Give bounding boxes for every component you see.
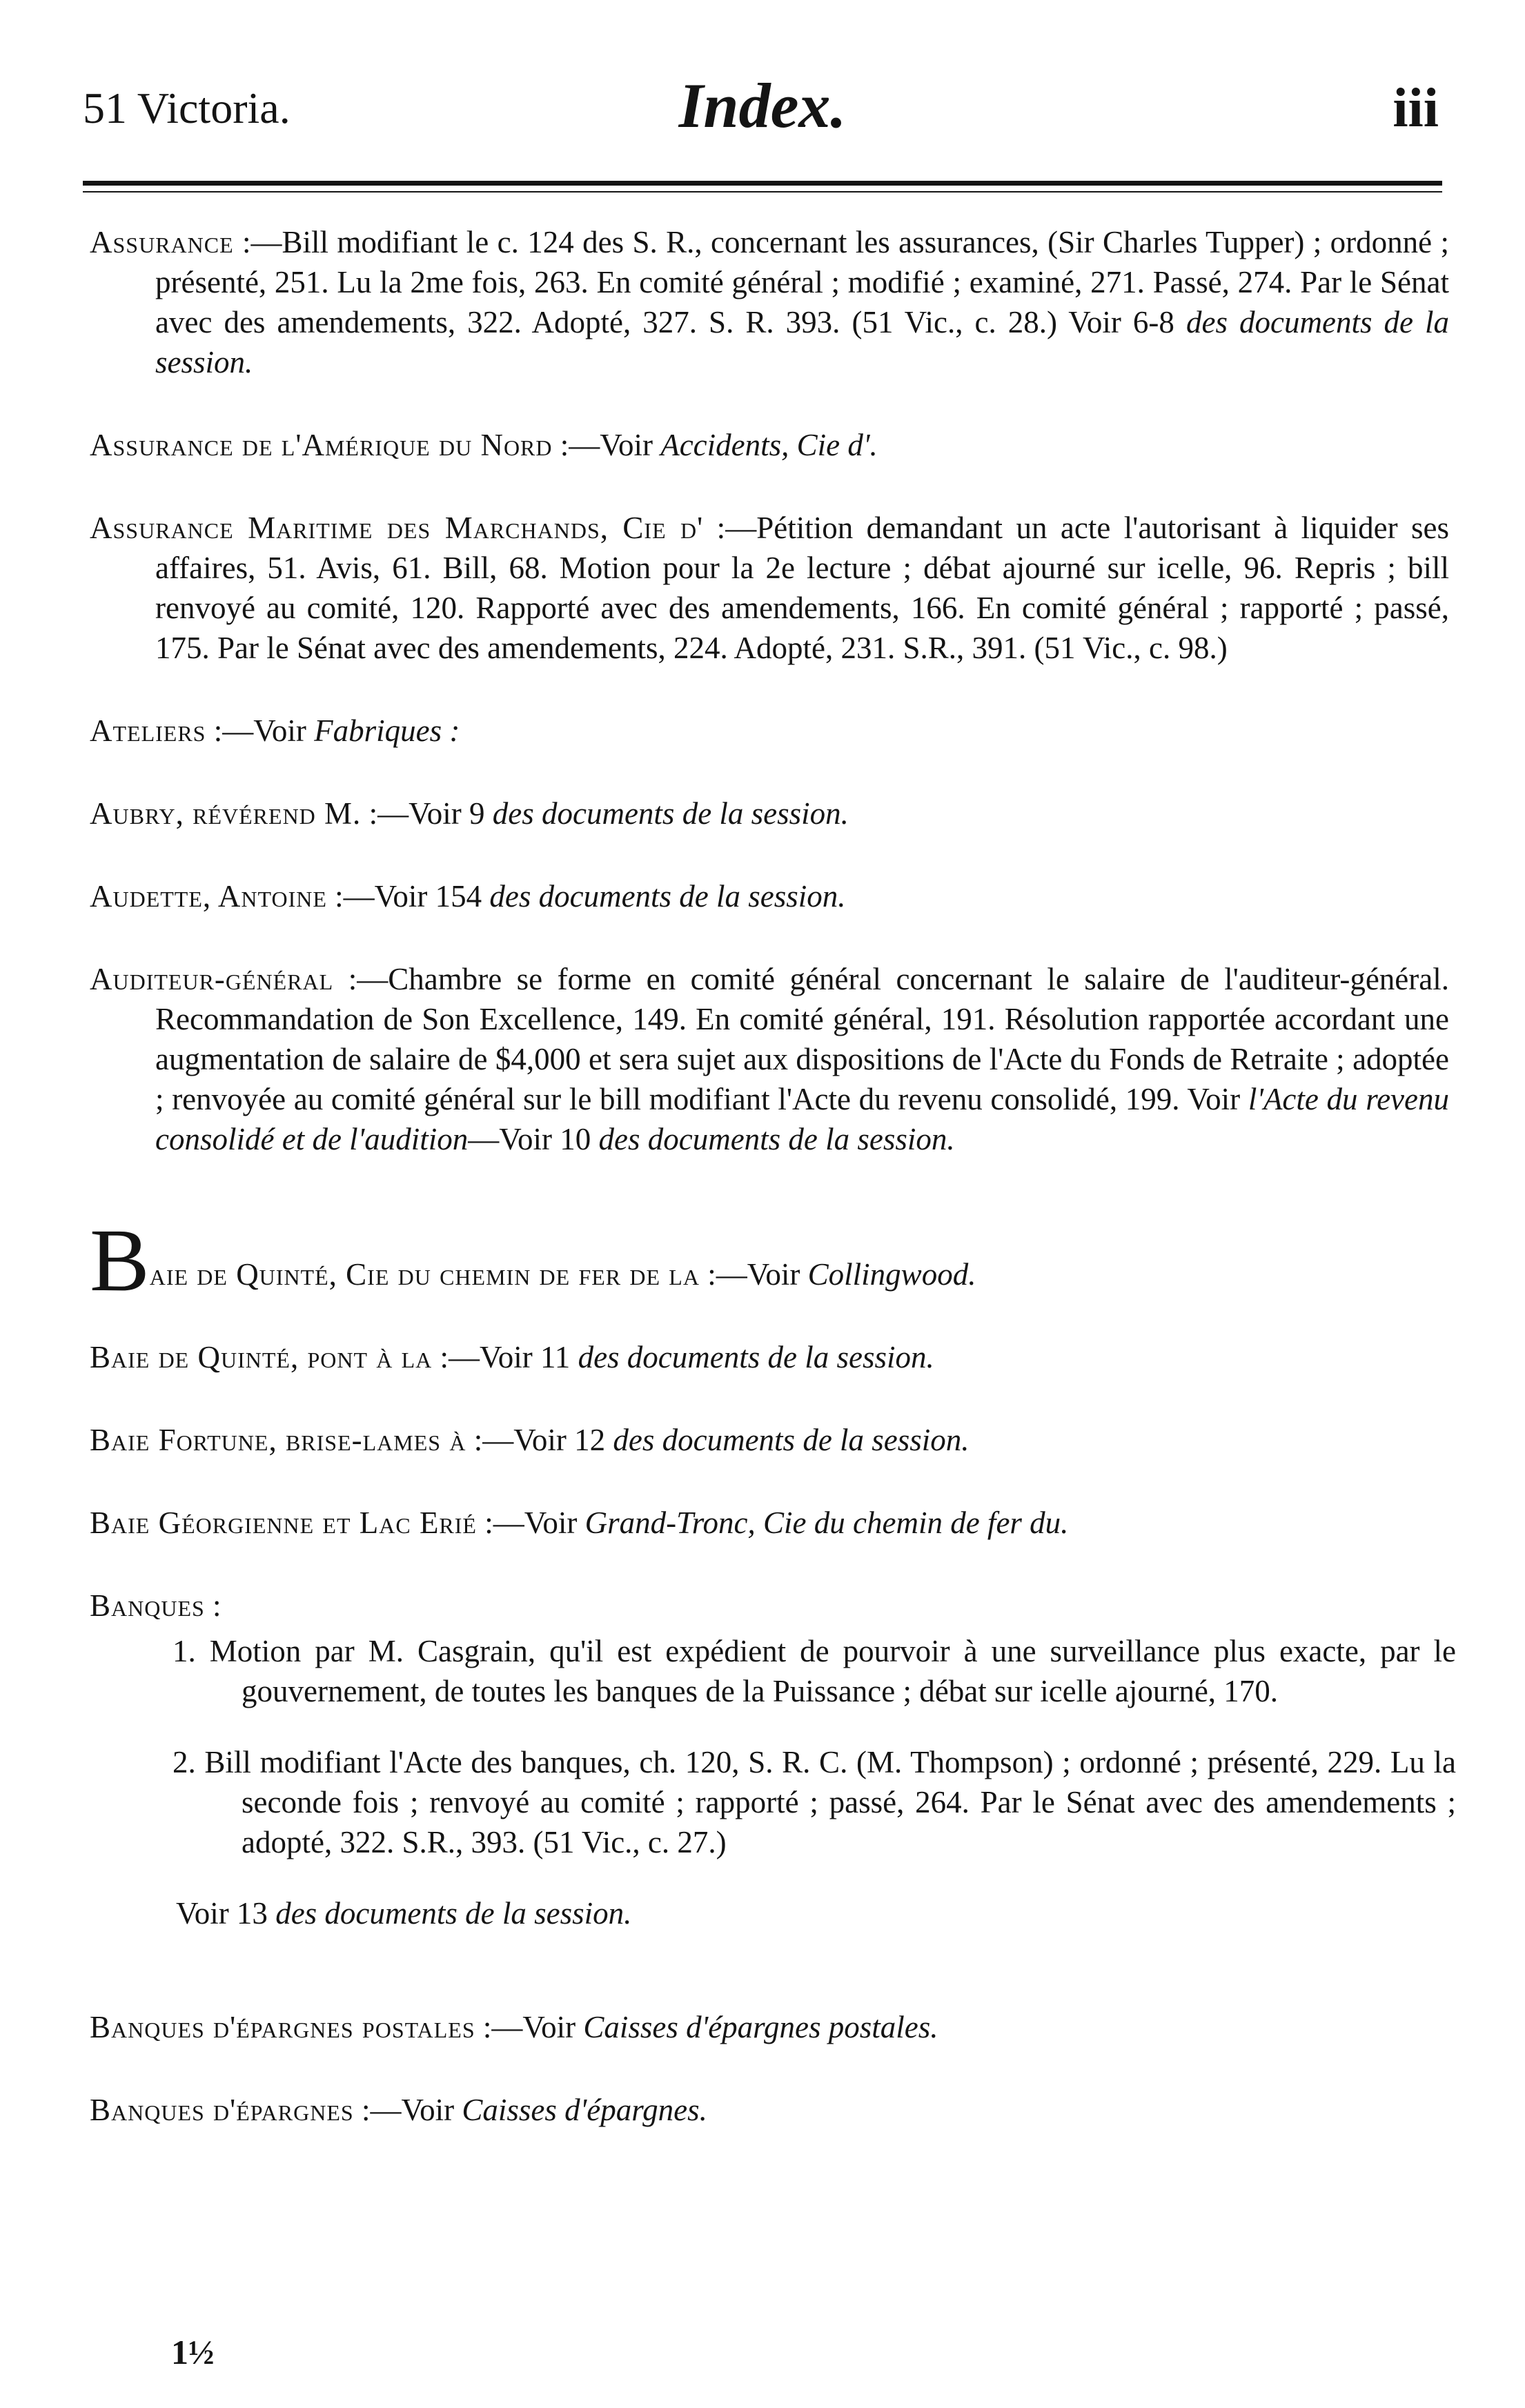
entry-head: aie de Quinté, Cie du chemin de fer de la [149, 1257, 700, 1292]
index-entry-banques-epargnes-postales [0, 2007, 1525, 2047]
entry-italic-2: des documents de la session. [598, 1122, 955, 1156]
index-entry-assurance-amerique [0, 425, 1525, 465]
entry-text: :—Pétition demandant un acte l'autorisant à liquider ses affaires, 51. Avis, 61. Bill, 68. Motion pour la 2e lecture ; débat ajourné sur icelle, 96. Repris ; bill renvoyé au comité, 120. Rapporté avec des amendements, 166. En comité général ; rapporté ; passé, 175. Par le Sénat avec des amendements, 224. Adopté, 231. S.R., 391. (51 Vic., c. 98.) [155, 511, 1449, 665]
voir-italic: des documents de la session. [275, 1896, 632, 1931]
entry-head: Baie de Quinté, pont à la [90, 1340, 433, 1374]
header-rule-thick [83, 181, 1442, 186]
signature-mark: 1½ [171, 2333, 215, 2371]
list-item-text: Motion par M. Casgrain, qu'il est expédient de pourvoir à une surveillance plus exacte, par le gouvernement, de toutes les banques de la Puissance ; débat sur icelle ajourné, 170. [209, 1634, 1457, 1708]
header-page-number: iii [1393, 78, 1439, 139]
entry-text: :—Voir 154 [326, 879, 490, 914]
entry-text: :—Voir [552, 428, 661, 462]
entry-text: :—Chambre se forme en comité général concernant le salaire de l'auditeur-général. Recommandation de Son Excellence, 149. En comité général, 191. Résolution rapportée accordant une augmentation de salaire de $4,000 et sera sujet aux dispositions de l'Acte du Fonds de Retraite ; adoptée ; renvoyée au comité général sur le bill modifiant l'Acte du revenu consolidé, 199. Voir [155, 962, 1449, 1116]
entry-text: : [204, 1588, 222, 1623]
entry-italic: Fabriques : [314, 713, 460, 748]
entry-text: :—Voir [476, 1506, 585, 1540]
entry-text: :—Voir [206, 713, 315, 748]
entry-italic: des documents de la session. [613, 1423, 970, 1457]
entry-text: :—Voir [353, 2093, 462, 2127]
entry-head: Assurance Maritime des Marchands, Cie d' [90, 511, 704, 545]
list-item-number: 1. [173, 1634, 196, 1668]
entry-head: Assurance [90, 225, 234, 259]
index-entry-baie-fortune [0, 1420, 1525, 1460]
entry-text: :—Voir [699, 1257, 808, 1292]
index-entry-baie-de-quinte-cie [0, 1211, 1525, 1310]
entry-head: Aubry, révérend M. [90, 796, 362, 831]
entry-text: :—Bill modifiant le c. 124 des S. R., concernant les assurances, (Sir Charles Tupper) ; ordonné ; présenté, 251. Lu la 2me fois, 263. En comité général ; modifié ; examiné, 271. Passé, 274. Par le Sénat avec des amendements, 322. Adopté, 327. S. R. 393. (51 Vic., c. 28.) Voir 6-8 [155, 225, 1449, 339]
index-entry-ateliers [0, 711, 1525, 751]
list-item-text: Bill modifiant l'Acte des banques, ch. 120, S. R. C. (M. Thompson) ; ordonné ; présenté, 229. Lu la seconde fois ; renvoyé au comité ; rapporté ; passé, 264. Par le Sénat avec des amendements ; adopté, 322. S.R., 393. (51 Vic., c. 27.) [204, 1745, 1456, 1859]
header-volume: 51 Victoria. [83, 83, 291, 132]
index-entry-auditeur-general [0, 959, 1525, 1159]
entry-italic: Grand-Tronc, Cie du chemin de fer du. [584, 1506, 1069, 1540]
index-body [0, 222, 1525, 2130]
index-entry-baie-georgienne [0, 1503, 1525, 1543]
entry-head: Assurance de l'Amérique du Nord [90, 428, 553, 462]
index-entry-assurance-maritime [0, 508, 1525, 668]
entry-italic: des documents de la session. [578, 1340, 934, 1374]
entry-text: :—Voir 11 [432, 1340, 578, 1374]
index-entry-baie-de-quinte-pont [0, 1337, 1525, 1377]
entry-head: Baie Fortune, brise-lames à [90, 1423, 466, 1457]
entry-head: Banques d'épargnes [90, 2093, 354, 2127]
index-entry-audette [0, 876, 1525, 916]
drop-letter-b: B [90, 1211, 150, 1310]
entry-text-2: —Voir 10 [468, 1122, 599, 1156]
running-header [0, 62, 1525, 145]
voir-text: Voir 13 [176, 1896, 276, 1931]
entry-head: Banques [90, 1588, 205, 1623]
index-entry-banques-epargnes [0, 2090, 1525, 2130]
entry-head: Banques d'épargnes postales [90, 2010, 475, 2044]
entry-italic: des documents de la session. [489, 879, 846, 914]
header-rule-thin [83, 191, 1442, 193]
list-item [0, 1742, 1525, 1862]
entry-italic: Accidents, Cie d'. [660, 428, 878, 462]
entry-italic: Caisses d'épargnes postales. [583, 2010, 938, 2044]
list-item-number: 2. [173, 1745, 196, 1779]
banques-voir-note [0, 1893, 1525, 1933]
entry-italic: Collingwood. [807, 1257, 976, 1292]
entry-italic: des documents de la session. [492, 796, 849, 831]
entry-text: :—Voir 12 [466, 1423, 613, 1457]
index-entry-banques [0, 1586, 1525, 1626]
entry-head: Ateliers [90, 713, 206, 748]
index-entry-aubry [0, 793, 1525, 833]
entry-text: :—Voir [475, 2010, 584, 2044]
entry-italic: l'Acte du revenu consolidé et de l'audition [155, 1082, 1450, 1156]
entry-head: Audette, Antoine [90, 879, 327, 914]
list-item [0, 1631, 1525, 1711]
banques-sublist [0, 1631, 1525, 1862]
entry-head: Auditeur-général [90, 962, 334, 996]
header-title: Index. [678, 70, 847, 141]
entry-italic: Caisses d'épargnes. [462, 2093, 707, 2127]
entry-italic: des documents de la session. [155, 305, 1450, 379]
index-entry-assurance [0, 222, 1525, 382]
entry-head: Baie Géorgienne et Lac Erié [90, 1506, 477, 1540]
entry-text: :—Voir 9 [361, 796, 493, 831]
